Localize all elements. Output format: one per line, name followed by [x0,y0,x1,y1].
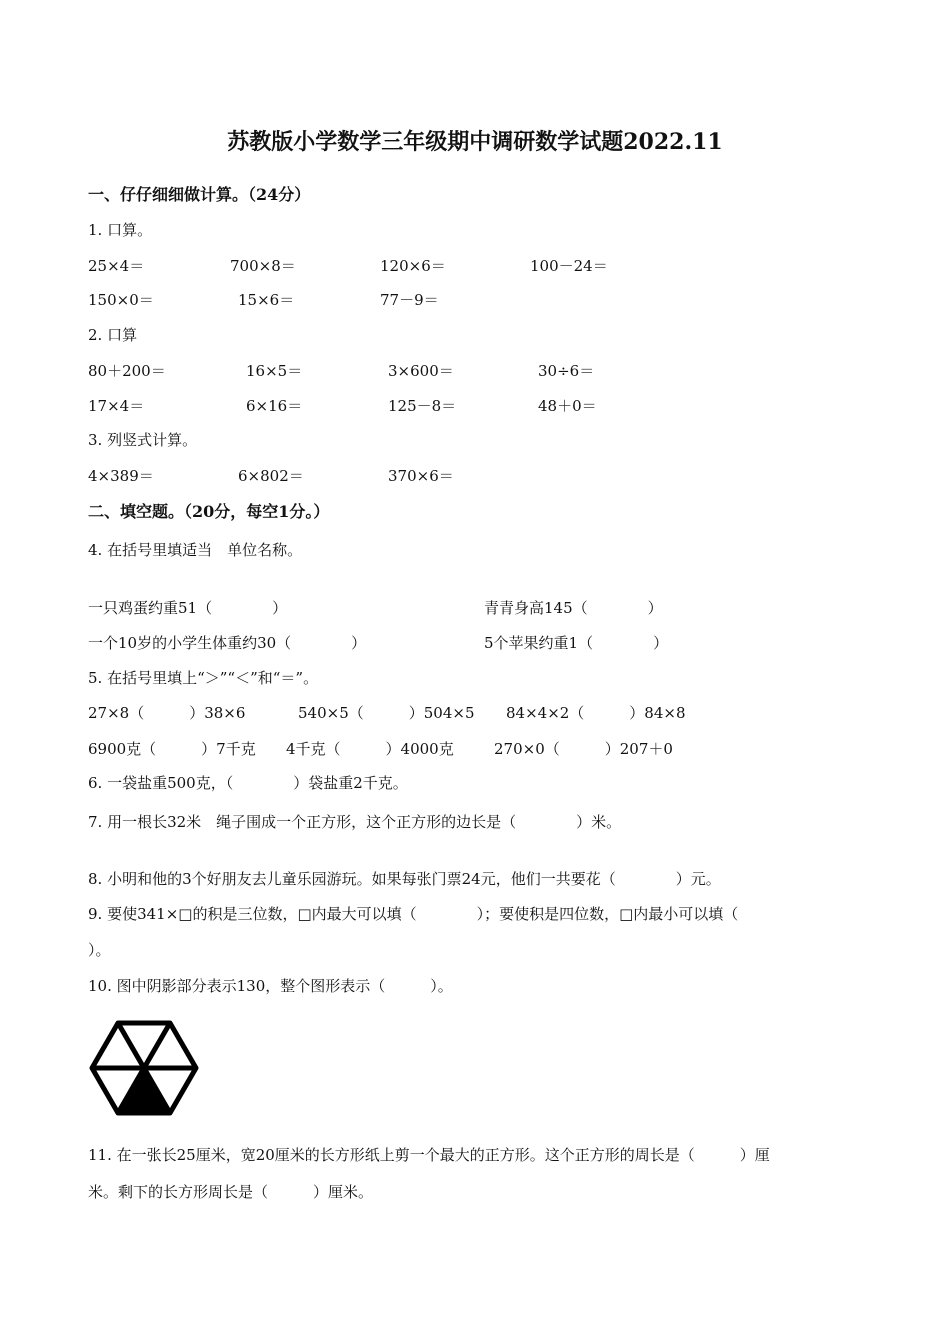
hexagon-figure [84,1014,204,1122]
q11-text: 11. 在一张长25厘米，宽20厘米的长方形纸上剪一个最大的正方形。这个正方形的周长是（ ）厘 [88,1146,770,1164]
q7-text: 7. 用一根长32米 绳子围成一个正方形，这个正方形的边长是（ ）米。 [88,813,622,831]
q2-label: 2. 口算 [88,326,138,344]
q4-item: 5个苹果约重1（ ） [484,634,669,652]
q1-item: 120×6＝ [380,257,446,275]
q3-item: 4×389＝ [88,467,154,485]
q2-item: 3×600＝ [388,362,454,380]
q2-item: 6×16＝ [246,397,303,415]
q6-text: 6. 一袋盐重500克，（ ）袋盐重2千克。 [88,774,408,792]
q3-label: 3. 列竖式计算。 [88,431,198,449]
q5-item: 270×0（ ）207＋0 [494,740,673,758]
section-1-heading: 一、仔仔细细做计算。（24分） [88,185,311,204]
q2-item: 17×4＝ [88,397,145,415]
q2-item: 80＋200＝ [88,362,166,380]
q2-item: 125－8＝ [388,397,457,415]
q1-item: 15×6＝ [238,291,295,309]
q5-item: 540×5（ ）504×5 [298,704,475,722]
q5-item: 6900克（ ）7千克 [88,740,256,758]
q8-text: 8. 小明和他的3个好朋友去儿童乐园游玩。如果每张门票24元，他们一共要花（ ）元。 [88,870,721,888]
q1-item: 700×8＝ [230,257,296,275]
q9-text: 9. 要使341×□的积是三位数，□内最大可以填（ ）；要使积是四位数，□内最小可以填（ [88,905,739,923]
q1-item: 25×4＝ [88,257,145,275]
q2-item: 48＋0＝ [538,397,597,415]
q5-item: 4千克（ ）4000克 [286,740,454,758]
q9-text-cont: ）。 [88,941,111,959]
q5-item: 84×4×2（ ）84×8 [506,704,686,722]
q5-item: 27×8（ ）38×6 [88,704,246,722]
page-title: 苏教版小学数学三年级期中调研数学试题2022.11 [227,129,723,155]
q11-text-cont: 米。剩下的长方形周长是（ ）厘米。 [88,1183,374,1201]
q1-item: 77－9＝ [380,291,439,309]
q4-item: 青青身高145（ ） [484,599,663,617]
section-2-heading: 二、填空题。（20分，每空1分。） [88,502,330,521]
q10-text: 10. 图中阴影部分表示130，整个图形表示（ ）。 [88,977,453,995]
q3-item: 370×6＝ [388,467,454,485]
q4-item: 一个10岁的小学生体重约30（ ） [88,634,367,652]
q4-label: 4. 在括号里填适当 单位名称。 [88,541,303,559]
q3-item: 6×802＝ [238,467,304,485]
q2-item: 16×5＝ [246,362,303,380]
shaded-triangle [118,1068,170,1113]
q5-label: 5. 在括号里填上“＞”“＜”和“＝”。 [88,669,319,687]
q1-item: 100－24＝ [530,257,608,275]
q2-item: 30÷6＝ [538,362,595,380]
q4-item: 一只鸡蛋约重51（ ） [88,599,288,617]
q1-item: 150×0＝ [88,291,154,309]
q1-label: 1. 口算。 [88,221,153,239]
